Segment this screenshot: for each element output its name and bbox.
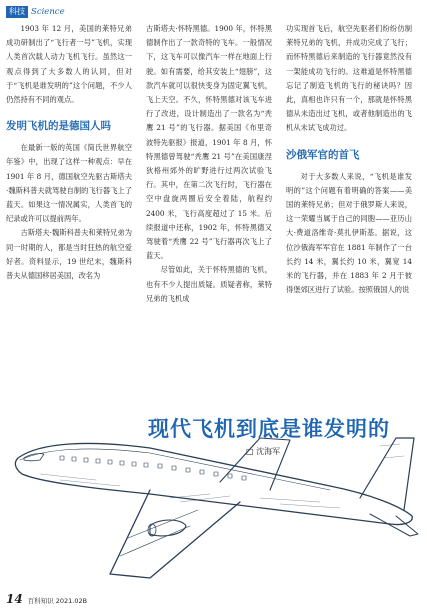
subheading-russian: 沙俄军官的首飞 bbox=[286, 148, 360, 161]
article-title: 现代飞机到底是谁发明的 bbox=[148, 416, 390, 441]
body-paragraph: 在最新一版的英国《简氏世界航空年鉴》中，出现了这样一种观点：早在 1901 年 8 月，德国航空先驱古斯塔夫·魏斯科普夫就驾驶自制的飞行器飞上了蓝天。如果这一情况属实，人类首飞的纪录或许可以提前两年。 bbox=[6, 143, 132, 224]
page-number: 14 bbox=[6, 592, 23, 606]
subheading-german: 发明飞机的是德国人吗 bbox=[6, 120, 111, 133]
issue-label: 百科知识 2021.02B bbox=[27, 597, 88, 605]
section-tag-english: Science bbox=[31, 7, 65, 17]
body-paragraph: 对于大多数人来说，“飞机是谁发明的”这个问题有着明确的答案——美国的莱特兄弟；但对于俄罗斯人来说，这一荣耀当属于自己的同胞——亚历山大·费道洛维奇·莫扎伊斯基。据说，这位沙俄海军军官在 1881 年制作了一台长约 14 米，翼长约 10 米，翼宽 14 米的飞行器，并在 1883 年 2 月于彼得堡郊区进行了试验。按照俄国人的说 bbox=[286, 171, 412, 295]
intro-paragraph: 1903 年 12 月，美国的莱特兄弟成功研制出了“飞行者一号”飞机，实现人类首次载人动力飞机飞行。虽然这一观点得到了大多数人的认同，但对于“飞机是谁发明的”这个问题，不少人仍然持有不同的观点。 bbox=[6, 24, 132, 105]
body-paragraph: 古斯塔夫·魏斯科普夫和莱特兄弟为同一时期的人，都是当时狂热的航空爱好者。资料显示，19 世纪末，魏斯科普夫从德国移居美国，改名为 bbox=[6, 228, 132, 281]
text-column-2 bbox=[146, 22, 272, 306]
text-column-1 bbox=[6, 22, 132, 283]
body-paragraph: 古斯塔夫·怀特黑德。1900 年，怀特黑德制作出了一款奇特的飞车。一般情况下，这飞车可以像汽车一样在地面上行驶。如有需要，给其安装上“翅膀”，这款汽车就可以很快变身为固定翼飞机，飞上天空。不久，怀特黑德对该飞车进行了改进，设计制造出了一款名为“秃鹰 21 号”的飞行器。据美国《布里奇波特先驱报》报道，1901 年 8 月，怀特黑德曾驾驶“秃鹰 21 号”在美国康涅狄格州郊外的旷野进行过两次试验飞行。其中，在第二次飞行时，飞行器在空中盘旋两圈后安全着陆，航程约 2400 米，飞行高度超过了 15 米。后续报道中还称，1902 年，怀特黑德又驾驶着“秃鹰 22 号”飞行器再次飞上了蓝天。 bbox=[146, 24, 272, 261]
article-author: □ 沈海军 bbox=[246, 447, 281, 456]
page-footer bbox=[6, 592, 87, 606]
section-tag: 科技 bbox=[6, 6, 28, 18]
section-header bbox=[6, 5, 65, 19]
body-paragraph: 功实现首飞后，航空先驱者们纷纷仿制莱特兄弟的飞机，并成功完成了飞行；而怀特黑德后来制造的飞行器竟然没有一架能成功飞行的。这难道是怀特黑德忘记了制造飞机的飞行的秘诀吗？因此，真相也许只有一个，那就是怀特黑德从未造出过飞机，或者他制造出的飞机从未试飞成功过。 bbox=[286, 24, 412, 133]
body-paragraph: 尽管如此，关于怀特黑德的飞机，也有不少人提出质疑。质疑者称，莱特兄弟的飞机成 bbox=[146, 265, 272, 303]
text-column-3 bbox=[286, 22, 412, 297]
